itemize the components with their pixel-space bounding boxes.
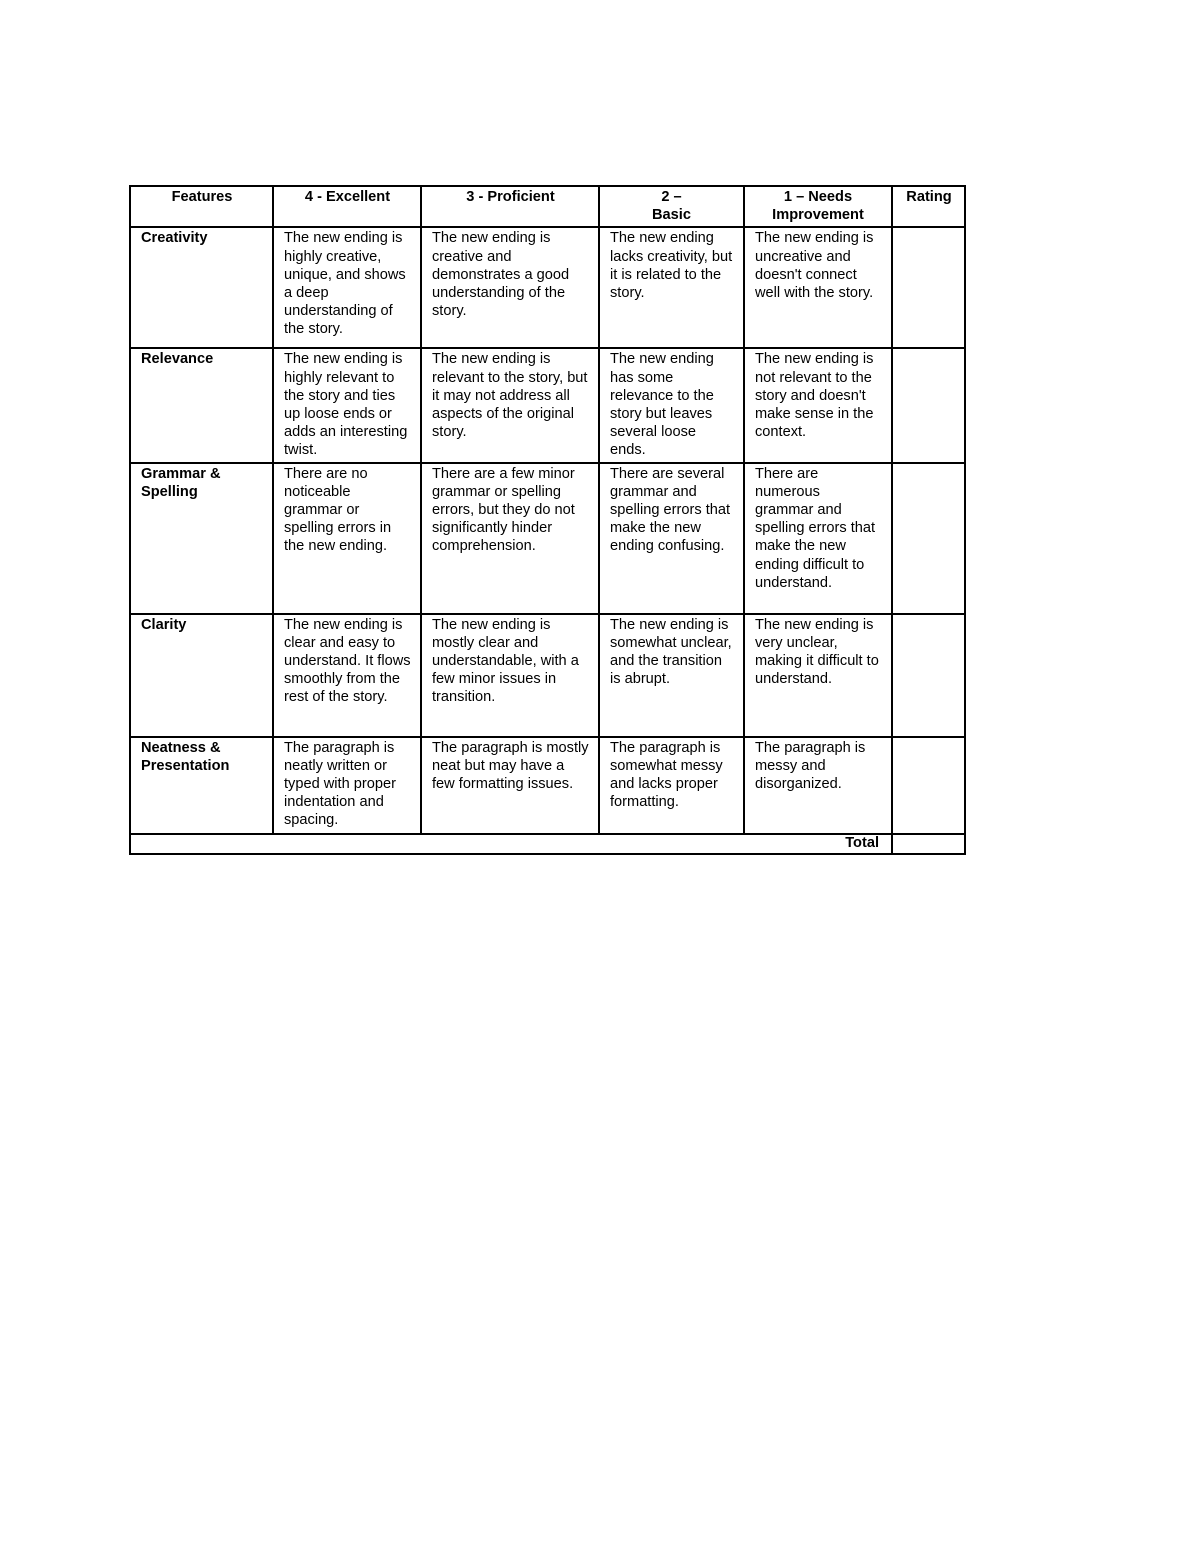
table-row-relevance bbox=[130, 348, 965, 462]
header-basic: 2 – Basic bbox=[599, 186, 744, 227]
feature-label: Creativity bbox=[130, 227, 273, 348]
cell-needs-improvement: The new ending is not relevant to the story and doesn't make sense in the context. bbox=[744, 348, 892, 462]
table-row-clarity bbox=[130, 614, 965, 737]
cell-proficient: The paragraph is mostly neat but may have a few formatting issues. bbox=[421, 737, 599, 834]
rating-cell[interactable] bbox=[892, 737, 965, 834]
rating-cell[interactable] bbox=[892, 348, 965, 462]
cell-basic: The new ending has some relevance to the story but leaves several loose ends. bbox=[599, 348, 744, 462]
rating-cell[interactable] bbox=[892, 614, 965, 737]
cell-basic: The new ending is somewhat unclear, and the transition is abrupt. bbox=[599, 614, 744, 737]
cell-needs-improvement: The new ending is very unclear, making it difficult to understand. bbox=[744, 614, 892, 737]
header-excellent: 4 - Excellent bbox=[273, 186, 421, 227]
feature-label: Grammar & Spelling bbox=[130, 463, 273, 614]
cell-excellent: There are no noticeable grammar or spelling errors in the new ending. bbox=[273, 463, 421, 614]
rating-cell[interactable] bbox=[892, 463, 965, 614]
cell-proficient: The new ending is mostly clear and understandable, with a few minor issues in transition. bbox=[421, 614, 599, 737]
total-label: Total bbox=[130, 834, 892, 854]
cell-excellent: The paragraph is neatly written or typed with proper indentation and spacing. bbox=[273, 737, 421, 834]
cell-excellent: The new ending is highly relevant to the story and ties up loose ends or adds an interesting twist. bbox=[273, 348, 421, 462]
header-rating: Rating bbox=[892, 186, 965, 227]
cell-basic: The paragraph is somewhat messy and lacks proper formatting. bbox=[599, 737, 744, 834]
cell-needs-improvement: The new ending is uncreative and doesn't connect well with the story. bbox=[744, 227, 892, 348]
cell-proficient: The new ending is creative and demonstrates a good understanding of the story. bbox=[421, 227, 599, 348]
cell-basic: There are several grammar and spelling errors that make the new ending confusing. bbox=[599, 463, 744, 614]
table-row-grammar-spelling bbox=[130, 463, 965, 614]
header-row bbox=[130, 186, 965, 227]
header-proficient: 3 - Proficient bbox=[421, 186, 599, 227]
table-row-creativity bbox=[130, 227, 965, 348]
cell-needs-improvement: The paragraph is messy and disorganized. bbox=[744, 737, 892, 834]
rating-cell[interactable] bbox=[892, 227, 965, 348]
cell-proficient: The new ending is relevant to the story, but it may not address all aspects of the original story. bbox=[421, 348, 599, 462]
feature-label: Clarity bbox=[130, 614, 273, 737]
cell-excellent: The new ending is highly creative, unique, and shows a deep understanding of the story. bbox=[273, 227, 421, 348]
rubric-table bbox=[129, 185, 966, 855]
total-row bbox=[130, 834, 965, 854]
table-row-neatness-presentation bbox=[130, 737, 965, 834]
cell-needs-improvement: There are numerous grammar and spelling errors that make the new ending difficult to understand. bbox=[744, 463, 892, 614]
feature-label: Neatness & Presentation bbox=[130, 737, 273, 834]
feature-label: Relevance bbox=[130, 348, 273, 462]
cell-basic: The new ending lacks creativity, but it is related to the story. bbox=[599, 227, 744, 348]
cell-excellent: The new ending is clear and easy to understand. It flows smoothly from the rest of the story. bbox=[273, 614, 421, 737]
header-features: Features bbox=[130, 186, 273, 227]
header-needs-improvement: 1 – Needs Improvement bbox=[744, 186, 892, 227]
total-rating-cell[interactable] bbox=[892, 834, 965, 854]
cell-proficient: There are a few minor grammar or spelling errors, but they do not significantly hinder comprehension. bbox=[421, 463, 599, 614]
